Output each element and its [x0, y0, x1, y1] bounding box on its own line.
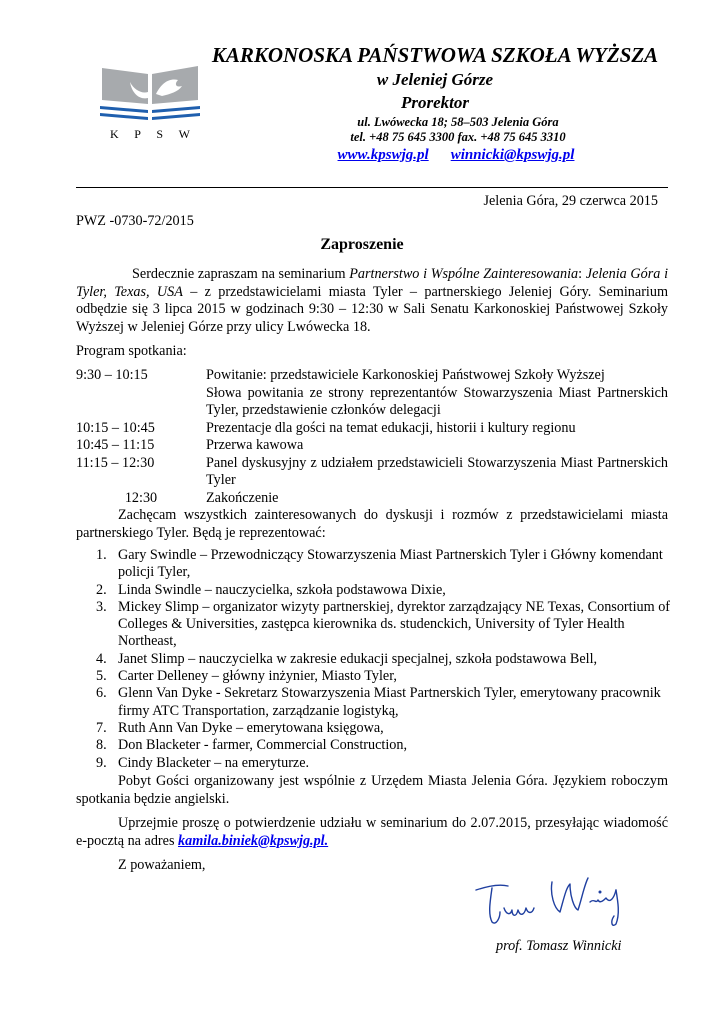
visit-note-paragraph: [76, 773, 668, 808]
signature-icon: [470, 868, 640, 938]
schedule-row: [76, 490, 668, 508]
header-divider: [76, 187, 668, 188]
list-number: 6.: [96, 685, 107, 702]
schedule-desc: Prezentacje dla gości na temat edukacji, historii i kultury regionu: [206, 419, 576, 436]
schedule-row: [76, 420, 668, 438]
schedule-desc: Zakończenie: [206, 489, 279, 506]
schedule-row: [76, 437, 668, 455]
seminar-place: Jelenia Góra i Tyler, Texas, USA: [76, 266, 669, 300]
schedule-desc: Powitanie: przedstawiciele Karkonoskiej Państwowej Szkoły Wyższej: [206, 367, 605, 383]
intro-text-c: – z przedstawicielami miasta Tyler – partnerskiego Jeleniej Góry. Seminarium odbędzie się 3 lipca 2015 w godzinach 9:30 – 12:30 w Sali Senatu Karkonoskiej Państwowej Szkoły Wyższej w Jeleniej Górze przy ulicy Lwówecka 18.: [76, 283, 668, 335]
logo-letter: S: [156, 127, 164, 141]
list-text: Janet Slimp – nauczycielka w zakresie edukacji specjalnej, szkoła podstawowa Bell,: [118, 650, 598, 667]
schedule-time: 12:30: [124, 489, 158, 506]
letter-title: Zaproszenie: [320, 236, 404, 253]
schedule-row: [76, 455, 668, 490]
schedule-time: [76, 385, 206, 420]
list-item: [96, 547, 676, 582]
list-item: [96, 755, 676, 772]
encourage-text: Zachęcam wszystkich zainteresowanych do dyskusji i rozmów z przedstawicielami miasta partnerskiego Tyler. Będą je reprezentować:: [76, 507, 668, 541]
schedule-desc: Słowa powitania ze strony reprezentantów Stowarzyszenia Miast Partnerskich Tyler, przedstawienie członków delegacji: [206, 384, 668, 418]
list-text: Ruth Ann Van Dyke – emerytowana księgowa,: [118, 719, 384, 736]
reference-number: PWZ -0730-72/2015: [76, 213, 194, 229]
list-number: 3.: [96, 598, 107, 615]
program-schedule: [76, 367, 668, 507]
logo-letter: W: [178, 127, 190, 141]
visit-note-text: Pobyt Gości organizowany jest wspólnie z Urzędem Miasta Jelenia Góra. Językiem roboczym spotkania będzie angielski.: [76, 773, 668, 807]
schedule-row: [76, 385, 668, 420]
list-number: 2.: [96, 581, 107, 598]
list-text: Carter Delleney – główny inżynier, Miasto Tyler,: [118, 668, 397, 685]
representatives-list: [96, 547, 676, 772]
logo-letter: K: [110, 127, 119, 141]
email-link[interactable]: winnicki@kpswjg.pl: [450, 147, 575, 163]
letter-date: Jelenia Góra, 29 czerwca 2015: [483, 193, 658, 209]
contact-links: [296, 147, 616, 164]
list-number: 7.: [96, 719, 107, 736]
intro-paragraph: [76, 266, 668, 336]
confirm-text: Uprzejmie proszę o potwierdzenie udziału w seminarium do 2.07.2015, przesyłając wiadomość e-pocztą na adres: [76, 815, 668, 849]
institution-name: KARKONOSKA PAŃSTWOWA SZKOŁA WYŻSZA: [211, 43, 659, 67]
website-link[interactable]: www.kpswjg.pl: [337, 147, 429, 163]
schedule-row: [76, 367, 668, 385]
seminar-title: Partnerstwo i Wspólne Zainteresowania: [349, 266, 579, 282]
signatory-name: prof. Tomasz Winnicki: [496, 938, 622, 954]
list-text: Gary Swindle – Przewodniczący Stowarzyszenia Miast Partnerskich Tyler i Główny komendant policji Tyler,: [118, 547, 663, 581]
list-item: [96, 599, 676, 651]
list-number: 4.: [96, 650, 107, 667]
list-number: 1.: [96, 547, 107, 563]
list-number: 8.: [96, 737, 107, 754]
list-item: [96, 582, 676, 599]
logo-letter: P: [134, 127, 141, 141]
program-heading: Program spotkania:: [76, 343, 187, 359]
list-item: [96, 737, 676, 754]
list-text: Glenn Van Dyke - Sekretarz Stowarzyszenia Miast Partnerskich Tyler, emerytowany pracownik firmy ATC Transportation, zarządzanie logistyką,: [118, 685, 661, 719]
schedule-time: 10:45 – 11:15: [76, 437, 155, 453]
office-title: Prorektor: [401, 93, 469, 112]
list-item: [96, 651, 676, 668]
schedule-time: 9:30 – 10:15: [76, 367, 148, 383]
confirm-paragraph: [76, 815, 668, 850]
list-item: [96, 720, 676, 737]
list-text: Linda Swindle – nauczycielka, szkoła podstawowa Dixie,: [118, 581, 446, 598]
schedule-desc: Przerwa kawowa: [206, 437, 304, 453]
list-number: 5.: [96, 668, 107, 685]
logo-letters: [110, 127, 190, 142]
schedule-desc: Panel dyskusyjny z udziałem przedstawicieli Stowarzyszenia Miast Partnerskich Tyler: [206, 454, 668, 488]
encourage-paragraph: [76, 507, 668, 542]
list-item: [96, 685, 676, 720]
list-text: Cindy Blacketer – na emeryturze.: [118, 754, 310, 771]
contact-email-link[interactable]: kamila.biniek@kpswjg.pl.: [178, 832, 329, 849]
intro-text-b: :: [578, 266, 586, 282]
schedule-time: 11:15 – 12:30: [76, 454, 155, 471]
address-line: ul. Lwówecka 18; 58–503 Jelenia Góra: [357, 115, 559, 129]
list-number: 9.: [96, 754, 107, 771]
schedule-time: 10:15 – 10:45: [76, 419, 155, 436]
list-text: Mickey Slimp – organizator wizyty partnerskiej, dyrektor zarządzający NE Texas, Consortium of Colleges & Universities, zastępca kierownika ds. studenckich, University of Tyler Health Northeast,: [118, 598, 671, 650]
list-item: [96, 668, 676, 685]
intro-text-a: Serdecznie zapraszam na seminarium: [132, 266, 350, 282]
phone-fax-line: tel. +48 75 645 3300 fax. +48 75 645 3310: [350, 130, 566, 144]
closing-salutation: Z poważaniem,: [118, 857, 206, 873]
institution-city: w Jeleniej Górze: [376, 70, 494, 89]
list-text: Don Blacketer - farmer, Commercial Construction,: [118, 737, 408, 754]
